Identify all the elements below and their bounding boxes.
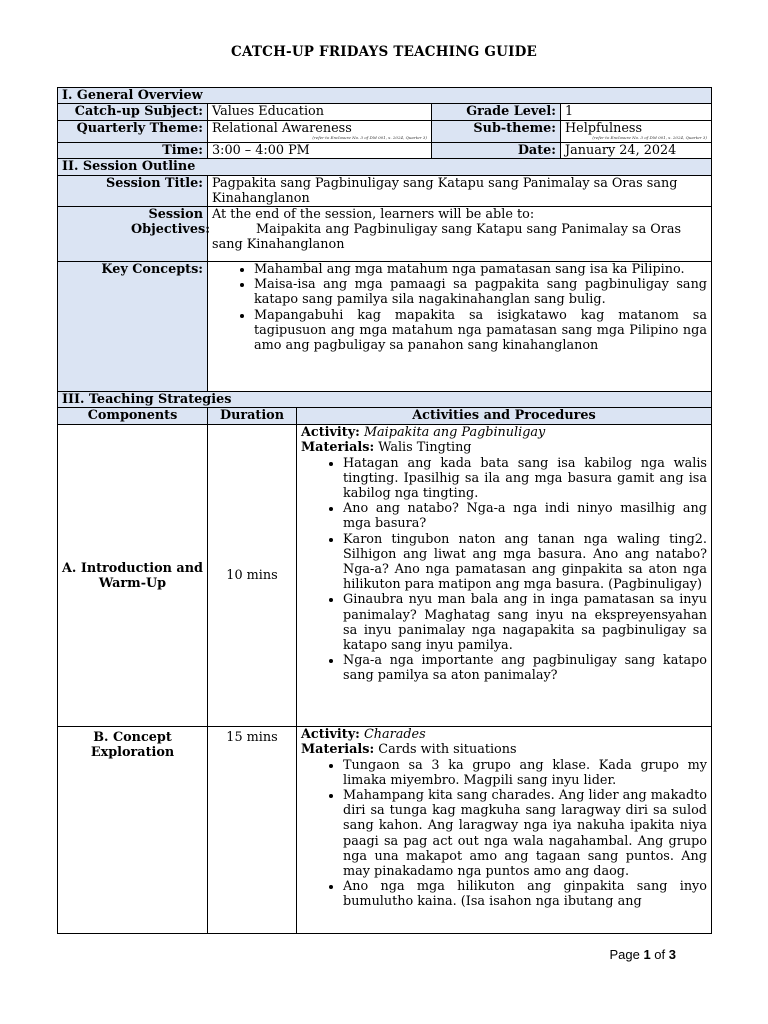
column-header-activities: Activities and Procedures: [297, 408, 712, 425]
session-objectives-label-text: Session Objectives:: [131, 207, 210, 238]
sub-theme-reference: (refer to Enclosure No. 3 of DM 001, s. 2024, Quarter 3): [592, 135, 707, 141]
time-label: Time:: [58, 143, 208, 159]
activity-label: Activity:: [301, 727, 360, 743]
sub-theme-value: Helpfulness: [565, 121, 643, 137]
page-word: Page: [609, 947, 640, 962]
activity-label: Activity:: [301, 425, 360, 441]
key-concepts-cell: [208, 262, 712, 392]
sub-theme-cell: [561, 121, 712, 143]
duration-introduction: 10 mins: [208, 425, 297, 727]
key-concept-item: • Maisa-isa ang mga pamaagi sa pagpakita sang pagbinuligay sang katapo sang pamilya sila nagakinahanglan sang bulig.: [254, 277, 707, 307]
session-objectives-label: [58, 207, 208, 262]
component-concept-exploration: B. Concept Exploration: [58, 727, 208, 934]
activities-introduction: [297, 425, 712, 727]
procedure-item: • Ano ang natabo? Nga-a nga indi ninyo masilhig ang mga basura?: [343, 501, 707, 531]
key-concepts-label: Key Concepts:: [58, 262, 208, 392]
procedure-item: • Tungaon sa 3 ka grupo ang klase. Kada grupo my limaka miyembro. Magpili sang inyu lider.: [343, 758, 707, 788]
time-value: 3:00 – 4:00 PM: [208, 143, 432, 159]
objectives-text: Maipakita ang Pagbinuligay sang Katapu sang Panimalay sa Oras sang Kinahanglanon: [212, 222, 682, 253]
session-title-label: Session Title:: [58, 175, 208, 206]
session-objectives-cell: [208, 207, 712, 262]
total-pages: 3: [668, 947, 676, 962]
quarterly-theme-label: Quarterly Theme:: [58, 121, 208, 143]
sub-theme-label: Sub-theme:: [432, 121, 561, 143]
activity-name: Charades: [363, 727, 426, 743]
section-general-overview: I. General Overview: [58, 88, 712, 104]
procedure-list: [301, 456, 707, 684]
key-concepts-list: [212, 262, 707, 353]
procedure-item: • Ano nga mga hilikuton ang ginpakita sang inyo bumulutho kaina. (Isa isahon nga ibutang ang: [343, 879, 707, 909]
session-title-value: Pagpakita sang Pagbinuligay sang Katapu sang Panimalay sa Oras sang Kinahanglanon: [208, 175, 712, 206]
materials-label: Materials:: [301, 742, 375, 758]
page-title: CATCH-UP FRIDAYS TEACHING GUIDE: [231, 44, 537, 60]
key-concept-item: • Mahambal ang mga matahum nga pamatasan sang isa ka Pilipino.: [254, 262, 707, 277]
section-session-outline: II. Session Outline: [58, 159, 712, 175]
grade-level-value: 1: [561, 104, 712, 121]
section-teaching-strategies: III. Teaching Strategies: [58, 392, 712, 408]
current-page: 1: [643, 947, 651, 962]
objectives-intro: At the end of the session, learners will be able to:: [212, 207, 535, 223]
procedure-list: [301, 758, 707, 910]
key-concept-item: • Mapangabuhi kag mapakita sa isigkatawo kag matanom sa tagipusuon ang mga matahum nga pamatasan sang mga Pilipino nga amo ang pagbuligay sa panahon sang kinahanglanon: [254, 308, 707, 354]
quarterly-theme-cell: [208, 121, 432, 143]
column-header-components: Components: [58, 408, 208, 425]
activity-line: [301, 425, 707, 440]
date-label: Date:: [432, 143, 561, 159]
procedure-item: • Mahampang kita sang charades. Ang lider ang makadto diri sa tunga kag magkuha sang laragway diri sa sulod sang kahon. Ang laragway nga iya nakuha ipakita niya paagi sa pag act out nga wala nagahambal. Ang grupo nga una makapot amo ang tagaan sang puntos. Ang may pinakadamo nga puntos amo ang daog.: [343, 788, 707, 879]
date-value: January 24, 2024: [561, 143, 712, 159]
component-introduction: A. Introduction and Warm-Up: [58, 425, 208, 727]
procedure-item: • Nga-a nga importante ang pagbinuligay sang katapo sang pamilya sa aton panimalay?: [343, 653, 707, 683]
procedure-item: • Ginaubra nyu man bala ang in inga pamatasan sa inyu panimalay? Maghatag sang inyu na ekspreyensyahan sa inyu panimalay nga nagapakita sa pagbinuligay sa katapo sang inyu pamilya.: [343, 592, 707, 653]
subject-value: Values Education: [208, 104, 432, 121]
duration-concept-exploration: 15 mins: [208, 727, 297, 934]
procedure-item: • Hatagan ang kada bata sang isa kabilog nga walis tingting. Ipasilhig sa ila ang mga basura gamit ang isa kabilog nga tingting.: [343, 456, 707, 502]
materials-value: Walis Tingting: [378, 440, 472, 456]
materials-value: Cards with situations: [378, 742, 517, 758]
materials-line: [301, 742, 707, 757]
materials-label: Materials:: [301, 440, 375, 456]
materials-line: [301, 440, 707, 455]
grade-level-label: Grade Level:: [432, 104, 561, 121]
column-header-duration: Duration: [208, 408, 297, 425]
of-word: of: [654, 947, 666, 962]
activities-concept-exploration: [297, 727, 712, 934]
quarterly-theme-value: Relational Awareness: [212, 121, 352, 137]
teaching-guide-table: [57, 87, 712, 934]
activity-name: Maipakita ang Pagbinuligay: [363, 425, 546, 441]
quarterly-theme-reference: (refer to Enclosure No. 3 of DM 001, s. 2024, Quarter 3): [312, 135, 427, 141]
procedure-item: • Karon tingubon naton ang tanan nga waling ting2. Silhigon ang liwat ang mga basura. Ano ang natabo? Nga-a? Ano nga pamatasan ang ginpakita sa aton nga hilikuton para matipon ang mga basura. (Pagbinuligay): [343, 532, 707, 593]
page-number: [609, 947, 676, 962]
activity-line: [301, 727, 707, 742]
subject-label: Catch-up Subject:: [58, 104, 208, 121]
